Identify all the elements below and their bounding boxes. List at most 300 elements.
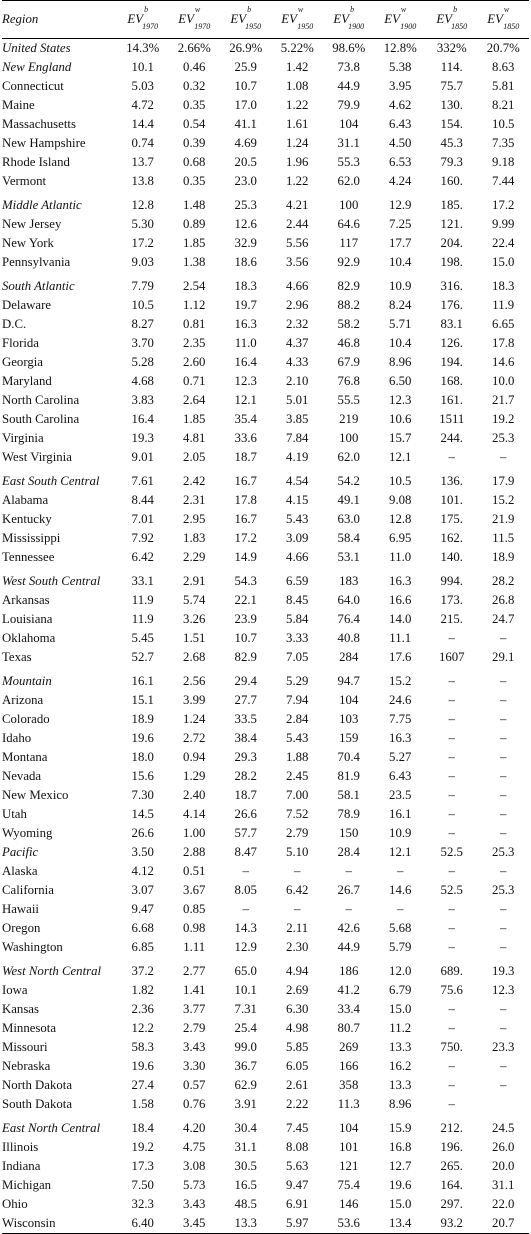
value-cell: 12.8 (389, 512, 412, 526)
value-cell: 7.52 (286, 807, 309, 821)
value-cell: 7.92 (131, 531, 154, 545)
value-cell: 20.7% (486, 41, 520, 55)
value-cell: 12.2 (131, 1021, 154, 1035)
row-label: New York (2, 236, 54, 250)
value-cell: 1.38 (183, 255, 206, 269)
row-label: West Virginia (2, 450, 72, 464)
state-row (2, 510, 529, 529)
value-cell: 173. (440, 593, 463, 607)
value-cell: 5.74 (183, 593, 206, 607)
value-cell: 7.50 (131, 1178, 154, 1192)
value-cell: 3.30 (183, 1059, 206, 1073)
value-cell: 3.26 (183, 612, 206, 626)
value-cell: 5.10 (286, 845, 309, 859)
value-cell: 15.6 (131, 769, 154, 783)
value-cell: 0.57 (183, 1078, 206, 1092)
value-cell: – (448, 864, 455, 878)
region-row (2, 39, 529, 58)
value-cell: 2.05 (183, 450, 206, 464)
value-cell: – (448, 631, 455, 645)
value-cell: 4.33 (286, 355, 309, 369)
value-cell: 14.3% (126, 41, 160, 55)
value-cell: 196. (440, 1140, 463, 1154)
value-cell: 0.51 (183, 864, 206, 878)
value-cell: 9.03 (131, 255, 154, 269)
value-cell: 244. (440, 431, 463, 445)
value-cell: 5.45 (131, 631, 154, 645)
value-cell: 18.7 (234, 788, 257, 802)
value-cell: 26.9% (229, 41, 263, 55)
state-row (2, 429, 529, 448)
state-row (2, 919, 529, 938)
value-cell: 92.9 (337, 255, 360, 269)
value-cell: 18.3 (492, 279, 515, 293)
value-cell: 16.3 (389, 574, 412, 588)
value-cell: 100 (339, 198, 359, 212)
value-cell: 19.3 (131, 431, 154, 445)
value-cell: 6.50 (389, 374, 412, 388)
value-cell: 1.85 (183, 412, 206, 426)
value-cell: 185. (440, 198, 463, 212)
value-cell: 29.3 (234, 750, 257, 764)
row-label: Indiana (2, 1159, 41, 1173)
value-cell: 18.3 (234, 279, 257, 293)
value-cell: 101. (440, 493, 463, 507)
value-cell: 12.6 (234, 217, 257, 231)
state-row (2, 1076, 529, 1095)
state-row (2, 372, 529, 391)
value-cell: 58.4 (337, 531, 360, 545)
row-label: South Carolina (2, 412, 80, 426)
state-row (2, 1138, 529, 1157)
value-cell: 82.9 (337, 279, 360, 293)
value-cell: 62.0 (337, 174, 360, 188)
state-row (2, 172, 529, 191)
value-cell: 2.36 (131, 1002, 154, 1016)
row-label: Mountain (2, 674, 52, 688)
state-row (2, 529, 529, 548)
value-cell: 0.71 (183, 374, 206, 388)
value-cell: 16.1 (131, 674, 154, 688)
value-cell: 62.0 (337, 450, 360, 464)
value-cell: 52.5 (440, 883, 463, 897)
value-cell: 44.9 (337, 79, 360, 93)
state-row (2, 448, 529, 467)
column-header: $EV^w_{1970}$ (178, 4, 211, 32)
value-cell: 0.35 (183, 98, 206, 112)
value-cell: 45.3 (440, 136, 463, 150)
value-cell: 8.05 (234, 883, 257, 897)
value-cell: 29.1 (492, 650, 515, 664)
value-cell: – (500, 450, 507, 464)
value-cell: 1.24 (183, 712, 206, 726)
value-cell: 2.30 (286, 940, 309, 954)
value-cell: 2.91 (183, 574, 206, 588)
value-cell: – (448, 750, 455, 764)
value-cell: 101 (339, 1140, 359, 1154)
value-cell: 4.68 (131, 374, 154, 388)
value-cell: 1.96 (286, 155, 309, 169)
value-cell: 6.30 (286, 1002, 309, 1016)
value-cell: 64.6 (337, 217, 360, 231)
value-cell: 0.81 (183, 317, 206, 331)
value-cell: 1607 (438, 650, 465, 664)
value-cell: 130. (440, 98, 463, 112)
value-cell: 14.6 (389, 883, 412, 897)
value-cell: 24.6 (389, 693, 412, 707)
value-cell: 8.27 (131, 317, 154, 331)
value-cell: – (500, 693, 507, 707)
value-cell: 48.5 (234, 1197, 257, 1211)
header-row (2, 1, 529, 39)
value-cell: 33.5 (234, 712, 257, 726)
value-cell: 17.3 (131, 1159, 154, 1173)
value-cell: 17.8 (492, 336, 515, 350)
value-cell: 24.7 (492, 612, 515, 626)
value-cell: 88.2 (337, 298, 360, 312)
row-label: Nevada (2, 769, 42, 783)
value-cell: – (294, 864, 301, 878)
value-cell: 31.1 (337, 136, 360, 150)
value-cell: 1.82 (131, 983, 154, 997)
region-row (2, 843, 529, 862)
state-row (2, 315, 529, 334)
value-cell: 15.2 (389, 674, 412, 688)
value-cell: 4.75 (183, 1140, 206, 1154)
value-cell: 154. (440, 117, 463, 131)
row-label: Maryland (2, 374, 52, 388)
value-cell: 10.5 (492, 117, 515, 131)
value-cell: 358 (339, 1078, 359, 1092)
value-cell: 3.70 (131, 336, 154, 350)
state-row (2, 334, 529, 353)
row-label: South Dakota (2, 1097, 73, 1111)
value-cell: 19.6 (131, 731, 154, 745)
value-cell: 6.40 (131, 1216, 154, 1230)
value-cell: – (448, 1097, 455, 1111)
value-cell: 11.9 (492, 298, 515, 312)
value-cell: 3.67 (183, 883, 206, 897)
value-cell: 18.0 (131, 750, 154, 764)
value-cell: 10.5 (389, 474, 412, 488)
value-cell: 14.5 (131, 807, 154, 821)
value-cell: 16.3 (389, 731, 412, 745)
value-cell: 6.43 (389, 769, 412, 783)
value-cell: 3.33 (286, 631, 309, 645)
value-cell: 98.6% (332, 41, 366, 55)
value-cell: 22.0 (492, 1197, 515, 1211)
value-cell: 6.43 (389, 117, 412, 131)
value-cell: 29.4 (234, 674, 257, 688)
value-cell: 33.6 (234, 431, 257, 445)
row-label: Florida (2, 336, 39, 350)
value-cell: 7.01 (131, 512, 154, 526)
value-cell: 41.1 (234, 117, 257, 131)
value-cell: 8.45 (286, 593, 309, 607)
value-cell: 24.5 (492, 1121, 515, 1135)
value-cell: 15.0 (389, 1197, 412, 1211)
value-cell: 6.91 (286, 1197, 309, 1211)
row-label: Connecticut (2, 79, 64, 93)
value-cell: 83.1 (440, 317, 463, 331)
value-cell: 32.3 (131, 1197, 154, 1211)
value-cell: 186 (339, 964, 359, 978)
value-cell: 3.99 (183, 693, 206, 707)
value-cell: 117 (339, 236, 359, 250)
value-cell: 10.4 (389, 336, 412, 350)
value-cell: 38.4 (234, 731, 257, 745)
value-cell: 15.0 (492, 255, 515, 269)
row-label: Texas (2, 650, 32, 664)
value-cell: 4.12 (131, 864, 154, 878)
value-cell: 2.44 (286, 217, 309, 231)
value-cell: 23.5 (389, 788, 412, 802)
value-cell: 215. (440, 612, 463, 626)
value-cell: 2.69 (286, 983, 309, 997)
value-cell: 6.53 (389, 155, 412, 169)
value-cell: 17.2 (492, 198, 515, 212)
value-cell: 53.6 (337, 1216, 360, 1230)
value-cell: 7.45 (286, 1121, 309, 1135)
state-row (2, 253, 529, 272)
value-cell: – (448, 1078, 455, 1092)
value-cell: 12.1 (234, 393, 257, 407)
value-cell: 26.6 (131, 826, 154, 840)
state-row (2, 296, 529, 315)
value-cell: 1.00 (183, 826, 206, 840)
row-label: New Mexico (2, 788, 69, 802)
value-cell: 2.31 (183, 493, 206, 507)
value-cell: 166 (339, 1059, 359, 1073)
value-cell: 99.0 (234, 1040, 257, 1054)
value-cell: 15.9 (389, 1121, 412, 1135)
value-cell: 5.01 (286, 393, 309, 407)
row-label: Alaska (2, 864, 38, 878)
value-cell: 0.68 (183, 155, 206, 169)
state-row (2, 824, 529, 843)
value-cell: 67.9 (337, 355, 360, 369)
value-cell: 23.9 (234, 612, 257, 626)
value-cell: 1.22 (286, 98, 309, 112)
value-cell: 5.79 (389, 940, 412, 954)
value-cell: 5.85 (286, 1040, 309, 1054)
value-cell: – (448, 921, 455, 935)
value-cell: 9.99 (492, 217, 515, 231)
value-cell: 198. (440, 255, 463, 269)
value-cell: 2.79 (183, 1021, 206, 1035)
value-cell: 5.43 (286, 512, 309, 526)
value-cell: 4.21 (286, 198, 309, 212)
value-cell: 2.60 (183, 355, 206, 369)
value-cell: 11.5 (492, 531, 515, 545)
state-row (2, 710, 529, 729)
value-cell: 8.47 (234, 845, 257, 859)
value-cell: 21.7 (492, 393, 515, 407)
value-cell: 13.4 (389, 1216, 412, 1230)
row-label: Oklahoma (2, 631, 56, 645)
value-cell: 297. (440, 1197, 463, 1211)
region-row (2, 58, 529, 77)
value-cell: 6.65 (492, 317, 515, 331)
value-cell: 3.77 (183, 1002, 206, 1016)
row-label: Alabama (2, 493, 49, 507)
value-cell: 7.75 (389, 712, 412, 726)
value-cell: 4.62 (389, 98, 412, 112)
value-cell: 3.56 (286, 255, 309, 269)
value-cell: 20.5 (234, 155, 257, 169)
value-cell: 5.63 (286, 1159, 309, 1173)
value-cell: 75.7 (440, 79, 463, 93)
value-cell: 17.6 (389, 650, 412, 664)
value-cell: 1.51 (183, 631, 206, 645)
value-cell: 4.69 (234, 136, 257, 150)
value-cell: 82.9 (234, 650, 257, 664)
value-cell: 0.98 (183, 921, 206, 935)
value-cell: 16.6 (389, 593, 412, 607)
value-cell: 114. (440, 60, 463, 74)
value-cell: 2.10 (286, 374, 309, 388)
value-cell: 49.1 (337, 493, 360, 507)
row-label: Missouri (2, 1040, 48, 1054)
value-cell: 2.11 (286, 921, 309, 935)
row-label: United States (2, 41, 71, 55)
row-label: Iowa (2, 983, 28, 997)
value-cell: 2.68 (183, 650, 206, 664)
value-cell: 70.4 (337, 750, 360, 764)
value-cell: 27.4 (131, 1078, 154, 1092)
value-cell: 6.42 (131, 550, 154, 564)
state-row (2, 234, 529, 253)
row-label: South Atlantic (2, 279, 75, 293)
value-cell: 33.4 (337, 1002, 360, 1016)
value-cell: 2.96 (286, 298, 309, 312)
row-label: Kansas (2, 1002, 39, 1016)
value-cell: 994. (440, 574, 463, 588)
value-cell: 5.38 (389, 60, 412, 74)
row-label: Idaho (2, 731, 32, 745)
value-cell: 10.6 (389, 412, 412, 426)
value-cell: – (448, 788, 455, 802)
value-cell: – (448, 674, 455, 688)
state-row (2, 215, 529, 234)
state-row (2, 1095, 529, 1114)
row-label: Washington (2, 940, 63, 954)
value-cell: 26.0 (492, 1140, 515, 1154)
value-cell: 5.71 (389, 317, 412, 331)
value-cell: 0.85 (183, 902, 206, 916)
value-cell: 176. (440, 298, 463, 312)
value-cell: 5.03 (131, 79, 154, 93)
value-cell: 10.5 (131, 298, 154, 312)
value-cell: 10.4 (389, 255, 412, 269)
value-cell: 316. (440, 279, 463, 293)
value-cell: 7.61 (131, 474, 154, 488)
value-cell: 25.9 (234, 60, 257, 74)
value-cell: 11.9 (131, 593, 154, 607)
row-label: Massachusetts (2, 117, 76, 131)
value-cell: – (397, 902, 404, 916)
region-row (2, 962, 529, 981)
value-cell: 6.42 (286, 883, 309, 897)
value-cell: 2.45 (286, 769, 309, 783)
row-label: West North Central (2, 964, 102, 978)
value-cell: 22.1 (234, 593, 257, 607)
value-cell: 7.94 (286, 693, 309, 707)
value-cell: 23.0 (234, 174, 257, 188)
row-label: Montana (2, 750, 48, 764)
value-cell: 9.47 (286, 1178, 309, 1192)
row-label: Rhode Island (2, 155, 70, 169)
value-cell: 100 (339, 431, 359, 445)
value-cell: 9.18 (492, 155, 515, 169)
value-cell: 150 (339, 826, 359, 840)
value-cell: – (500, 1059, 507, 1073)
value-cell: 46.8 (337, 336, 360, 350)
value-cell: 23.3 (492, 1040, 515, 1054)
value-cell: 5.28 (131, 355, 154, 369)
value-cell: 16.2 (389, 1059, 412, 1073)
value-cell: 2.66% (177, 41, 211, 55)
value-cell: – (500, 807, 507, 821)
state-row (2, 629, 529, 648)
state-row (2, 729, 529, 748)
row-label: Middle Atlantic (2, 198, 82, 212)
value-cell: 58.2 (337, 317, 360, 331)
value-cell: – (345, 864, 352, 878)
column-header: $EV^b_{1900}$ (333, 4, 365, 32)
value-cell: 269 (339, 1040, 359, 1054)
value-cell: 0.39 (183, 136, 206, 150)
value-cell: 94.7 (337, 674, 360, 688)
value-cell: 44.9 (337, 940, 360, 954)
value-cell: 7.25 (389, 217, 412, 231)
value-cell: 54.3 (234, 574, 257, 588)
value-cell: 17.2 (234, 531, 257, 545)
value-cell: 19.3 (492, 964, 515, 978)
value-cell: 2.64 (183, 393, 206, 407)
row-label: Louisiana (2, 612, 53, 626)
value-cell: 204. (440, 236, 463, 250)
value-cell: 8.63 (492, 60, 515, 74)
state-row (2, 805, 529, 824)
value-cell: 2.42 (183, 474, 206, 488)
value-cell: 4.94 (286, 964, 309, 978)
value-cell: 15.0 (389, 1002, 412, 1016)
value-cell: 121 (339, 1159, 359, 1173)
value-cell: 17.2 (131, 236, 154, 250)
value-cell: 31.1 (234, 1140, 257, 1154)
value-cell: 5.56 (286, 236, 309, 250)
value-cell: 10.1 (131, 60, 154, 74)
value-cell: 1.58 (131, 1097, 154, 1111)
value-cell: 37.2 (131, 964, 154, 978)
value-cell: 7.35 (492, 136, 515, 150)
value-cell: 3.09 (286, 531, 309, 545)
row-label: Ohio (2, 1197, 28, 1211)
value-cell: 3.83 (131, 393, 154, 407)
column-header: $EV^w_{1900}$ (384, 4, 417, 32)
value-cell: 750. (440, 1040, 463, 1054)
value-cell: 10.0 (492, 374, 515, 388)
value-cell: 25.4 (234, 1021, 257, 1035)
state-row (2, 153, 529, 172)
value-cell: 4.19 (286, 450, 309, 464)
value-cell: 4.54 (286, 474, 309, 488)
value-cell: 5.81 (492, 79, 515, 93)
value-cell: 73.8 (337, 60, 360, 74)
state-row (2, 1019, 529, 1038)
value-cell: 16.5 (234, 1178, 257, 1192)
